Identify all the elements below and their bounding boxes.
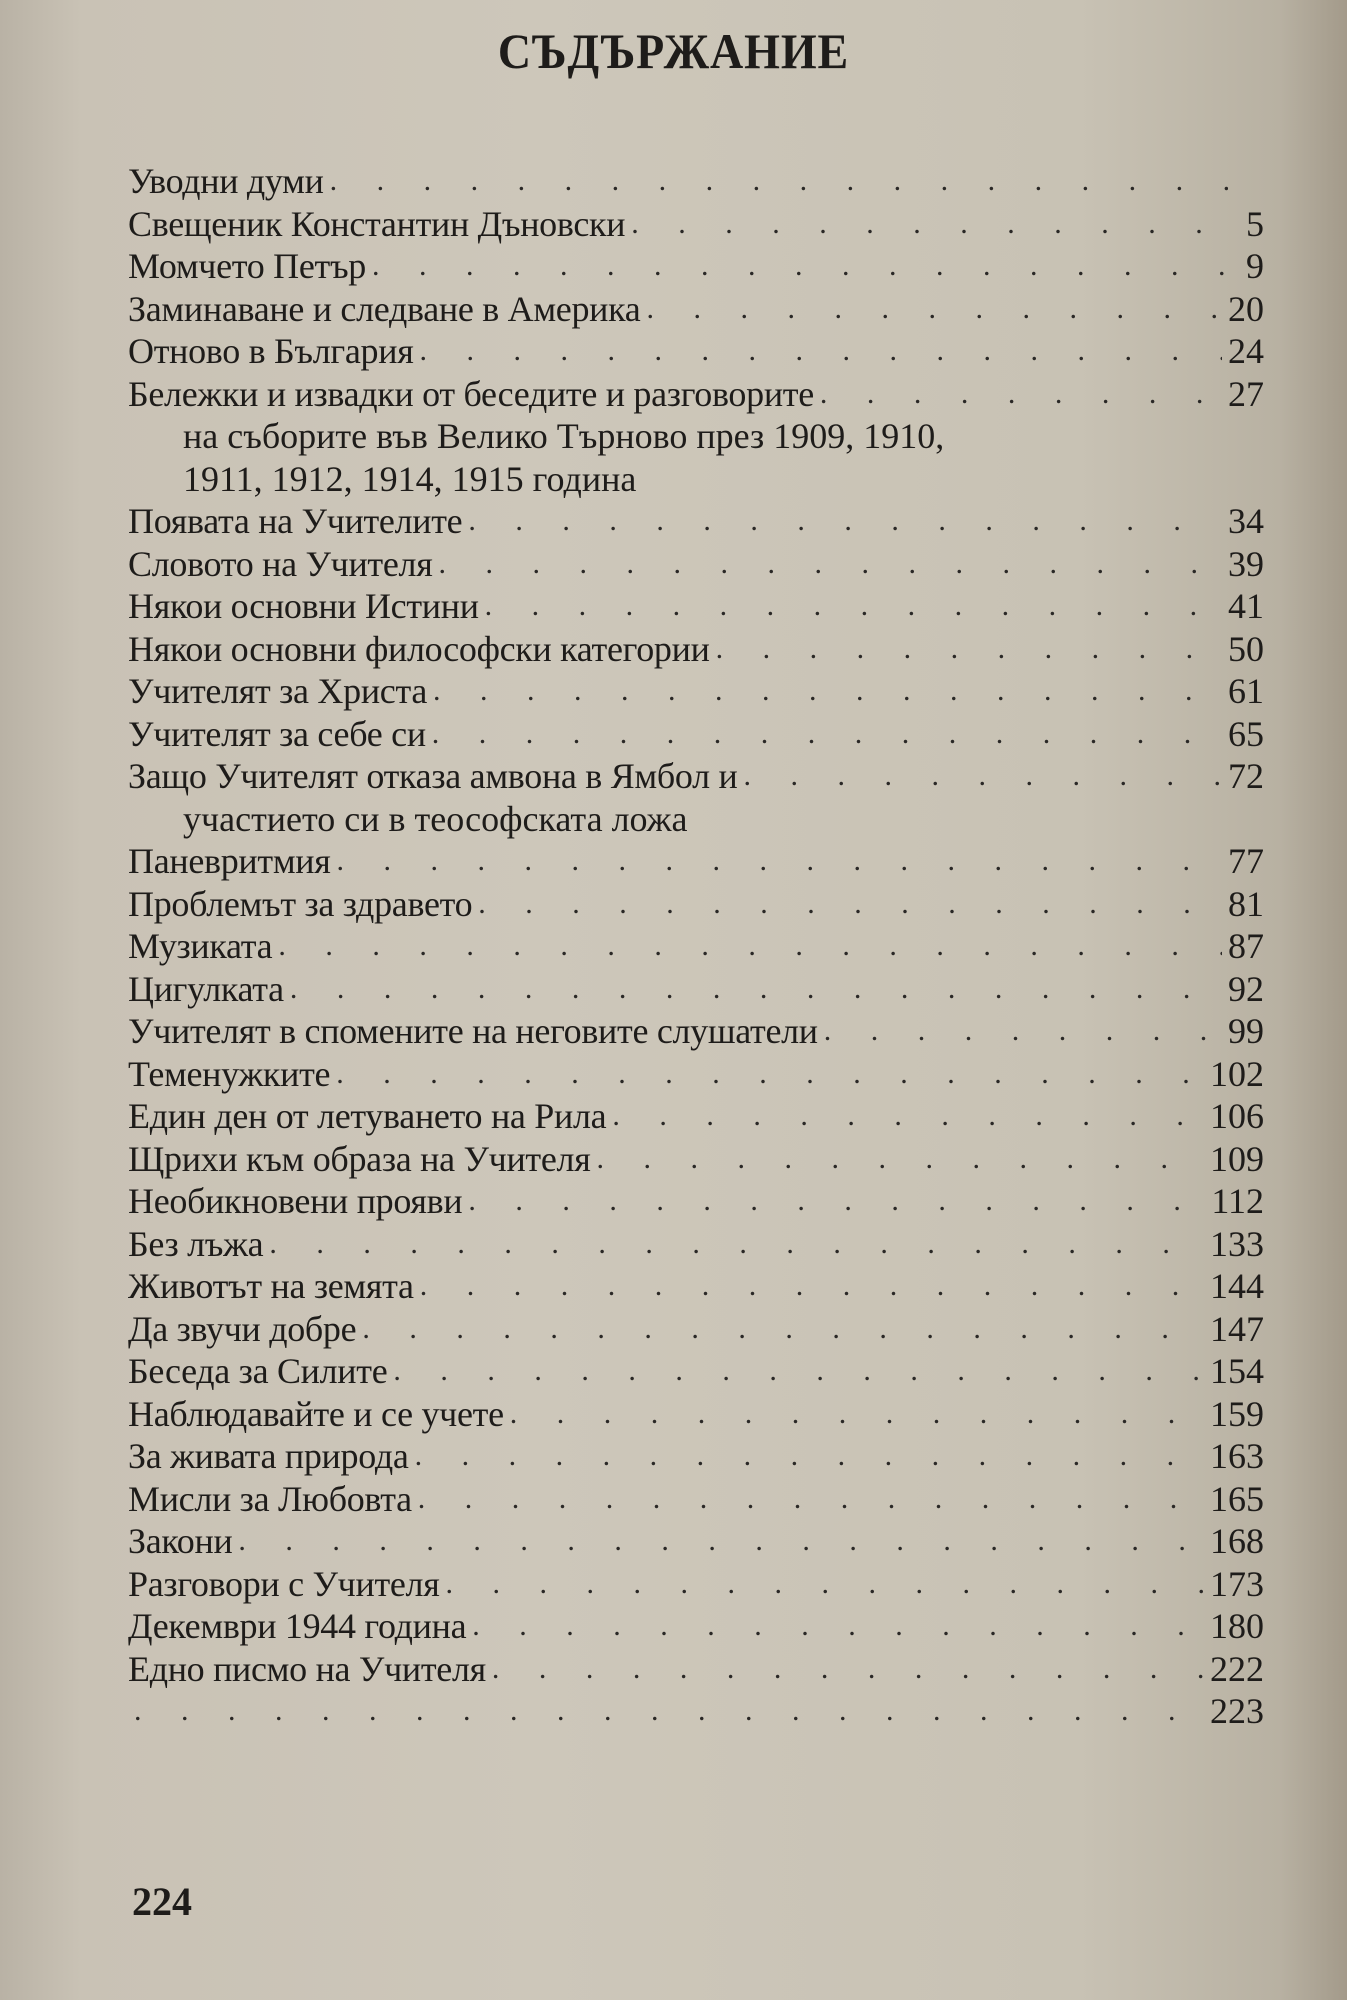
toc-entry [128, 1648, 1264, 1691]
dot-leader [438, 543, 1222, 586]
toc-entry [128, 1180, 1264, 1223]
toc-entry [128, 1520, 1264, 1563]
toc-entry-title: Учителят за Христа [128, 671, 428, 711]
toc-entry-page: 72 [1228, 756, 1264, 796]
toc-entry-title: Беседа за Силите [128, 1351, 388, 1391]
toc-entry [128, 1138, 1264, 1181]
toc-entry-title: Цигулката [128, 968, 284, 1009]
toc-entry [128, 925, 1264, 968]
toc-entry-page: 163 [1210, 1436, 1264, 1476]
dot-leader [290, 968, 1222, 1011]
dot-leader [269, 1223, 1204, 1266]
toc-entry-title: Някои основни Истини [128, 586, 479, 626]
dot-leader [472, 1605, 1204, 1648]
dot-leader [824, 1010, 1222, 1053]
toc-entry [128, 755, 1264, 798]
toc-entry-title: Някои основни философски категории [128, 628, 710, 669]
toc-entry [128, 1095, 1264, 1138]
toc-entry [128, 373, 1264, 416]
toc-entry-page: 20 [1228, 288, 1264, 329]
table-of-contents [128, 160, 1264, 1733]
toc-entry [128, 585, 1264, 628]
dot-leader [646, 288, 1222, 331]
dot-leader [418, 1478, 1204, 1521]
toc-entry-continuation: 1911, 1912, 1914, 1915 година [183, 458, 637, 499]
toc-entry-title: Словото на Учителя [128, 543, 433, 584]
toc-entry [128, 883, 1264, 926]
toc-entry [128, 1053, 1264, 1096]
toc-entry-page: 99 [1228, 1011, 1264, 1051]
toc-entry-page: 102 [1210, 1053, 1264, 1094]
toc-entry-title: Появата на Учителите [128, 501, 463, 541]
toc-entry-title: Паневритмия [128, 841, 331, 881]
toc-entry-page: 65 [1228, 713, 1264, 754]
toc-entry-page: 223 [1210, 1691, 1264, 1731]
toc-entry [128, 840, 1264, 883]
dot-leader [134, 1690, 1204, 1733]
toc-entry-page: 34 [1228, 501, 1264, 541]
toc-entry-page: 77 [1228, 841, 1264, 881]
toc-entry-page: 41 [1228, 586, 1264, 626]
toc-entry-title: Щрихи към образа на Учителя [128, 1138, 591, 1179]
toc-entry-page: 154 [1210, 1351, 1264, 1391]
toc-entry-title: Защо Учителят отказа амвона в Ямбол и [128, 756, 738, 796]
toc-entry-page: 168 [1210, 1521, 1264, 1561]
toc-entry-page: 133 [1210, 1223, 1264, 1264]
dot-leader [510, 1393, 1204, 1436]
toc-entry-title: Отново в България [128, 331, 414, 371]
toc-entry-page: 112 [1211, 1181, 1264, 1221]
dot-leader [631, 203, 1228, 246]
dot-leader [393, 1350, 1204, 1393]
toc-entry [128, 203, 1264, 246]
dot-leader [612, 1095, 1204, 1138]
toc-entry [128, 1010, 1264, 1053]
dot-leader [432, 713, 1222, 756]
toc-entry-page: 39 [1228, 543, 1264, 584]
toc-entry-page: 144 [1210, 1266, 1264, 1306]
dot-leader [485, 585, 1222, 628]
dot-leader [743, 755, 1222, 798]
toc-entry-page: 147 [1210, 1308, 1264, 1349]
toc-entry [128, 1265, 1264, 1308]
dot-leader [372, 245, 1228, 288]
toc-entry-title: Музиката [128, 926, 273, 966]
dot-leader [820, 373, 1222, 416]
toc-entry-page: 222 [1210, 1648, 1264, 1689]
dot-leader [419, 330, 1222, 373]
dot-leader [420, 1265, 1204, 1308]
toc-entry-title: Декември 1944 година [128, 1606, 467, 1646]
toc-entry [128, 500, 1264, 543]
toc-entry-title: Свещеник Константин Дъновски [128, 203, 626, 244]
dot-leader [478, 883, 1222, 926]
toc-entry [128, 1563, 1264, 1606]
toc-entry [128, 1435, 1264, 1478]
dot-leader [238, 1520, 1204, 1563]
toc-entry-page: 92 [1228, 968, 1264, 1009]
toc-entry-page: 109 [1210, 1138, 1264, 1179]
toc-entry-title: Учителят за себе си [128, 713, 426, 754]
toc-entry-title: Без лъжа [128, 1223, 264, 1264]
toc-entry-page: 87 [1228, 926, 1264, 966]
toc-entry [128, 713, 1264, 756]
toc-entry-title: Разговори с Учителя [128, 1563, 440, 1604]
toc-entry [128, 1478, 1264, 1521]
toc-entry-page: 165 [1210, 1478, 1264, 1519]
toc-entry-title: Мисли за Любовта [128, 1478, 412, 1519]
dot-leader [596, 1138, 1204, 1181]
toc-entry [128, 1223, 1264, 1266]
toc-entry-title: Едно писмо на Учителя [128, 1648, 486, 1689]
dot-leader [337, 840, 1222, 883]
toc-entry [128, 968, 1264, 1011]
toc-entry-title: Наблюдавайте и се учете [128, 1393, 504, 1434]
dot-leader [278, 925, 1222, 968]
toc-entry-page: 106 [1210, 1096, 1264, 1136]
toc-entry-title: Бележки и извадки от беседите и разговорите [128, 373, 814, 414]
toc-entry [128, 330, 1264, 373]
toc-entry-title: Момчето Петър [128, 246, 366, 286]
toc-entry [128, 288, 1264, 331]
toc-entry [128, 1690, 1264, 1733]
toc-entry [128, 670, 1264, 713]
toc-entry [128, 1605, 1264, 1648]
toc-entry [128, 1350, 1264, 1393]
toc-entry-title: Необикновени прояви [128, 1181, 463, 1221]
toc-entry-title: Животът на земята [128, 1266, 414, 1306]
toc-entry-page: 9 [1246, 246, 1264, 286]
toc-entry-continuation: участието си в теософската ложа [183, 798, 688, 839]
toc-entry [128, 1393, 1264, 1436]
toc-entry-page: 5 [1246, 203, 1264, 244]
dot-leader [362, 1308, 1204, 1351]
toc-entry-title: Заминаване и следване в Америка [128, 288, 641, 329]
toc-entry-page: 159 [1210, 1393, 1264, 1434]
toc-entry [128, 1308, 1264, 1351]
toc-entry-title: Закони [128, 1521, 233, 1561]
toc-entry-title: Да звучи добре [128, 1308, 357, 1349]
dot-leader [415, 1435, 1204, 1478]
dot-leader [492, 1648, 1204, 1691]
toc-entry [128, 543, 1264, 586]
toc-entry-title: Учителят в спомените на неговите слушатели [128, 1011, 818, 1051]
toc-entry-title: Теменужките [128, 1053, 331, 1094]
dot-leader [716, 628, 1222, 671]
toc-entry [128, 160, 1264, 203]
toc-entry-page: 24 [1228, 331, 1264, 371]
dot-leader [468, 500, 1222, 543]
toc-entry [128, 245, 1264, 288]
toc-entry-title: За живата природа [128, 1436, 409, 1476]
toc-entry-continuation: на съборите във Велико Търново през 1909, 1910, [183, 416, 945, 456]
toc-entry-page: 61 [1228, 671, 1264, 711]
toc-entry-title: Проблемът за здравето [128, 883, 473, 924]
dot-leader [433, 670, 1222, 713]
toc-entry-title: Уводни думи [128, 161, 324, 201]
page-number: 224 [132, 1879, 192, 1924]
toc-entry-page: 50 [1228, 628, 1264, 669]
page-title: СЪДЪРЖАНИЕ [497, 23, 850, 79]
dot-leader [330, 160, 1228, 203]
toc-entry-page: 173 [1210, 1563, 1264, 1604]
dot-leader [468, 1180, 1205, 1223]
toc-entry-page: 81 [1228, 883, 1264, 924]
toc-entry-title: Един ден от летуването на Рила [128, 1096, 607, 1136]
toc-entry [128, 628, 1264, 671]
dot-leader [336, 1053, 1204, 1096]
toc-entry-page: 27 [1228, 373, 1264, 414]
dot-leader [445, 1563, 1204, 1606]
toc-entry-page: 180 [1210, 1606, 1264, 1646]
